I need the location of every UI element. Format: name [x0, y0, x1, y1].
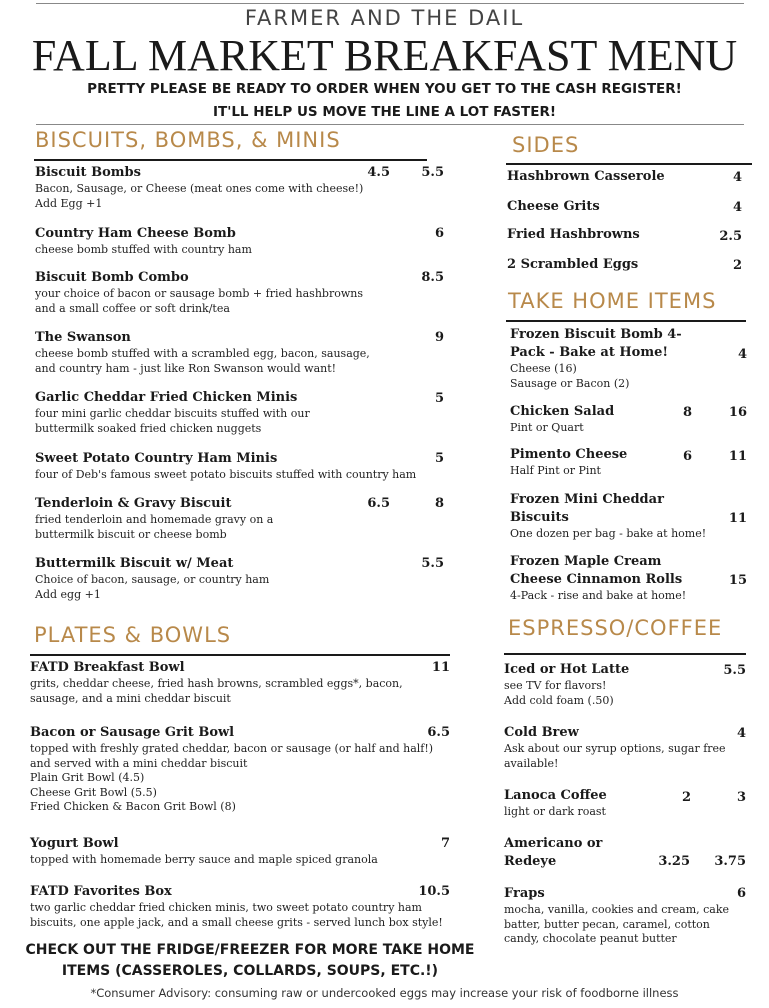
- sides-rule: [506, 163, 752, 165]
- price: 5.5: [421, 165, 444, 180]
- menu-item: The Swanson cheese bomb stuffed with a scrambled egg, bacon, sausage, and country ham - just like Ron Swanson would want!: [35, 330, 370, 375]
- price: 10.5: [418, 884, 450, 899]
- biscuits-rule: [34, 159, 427, 161]
- price: 11: [728, 449, 747, 464]
- order-note-1: PRETTY PLEASE BE READY TO ORDER WHEN YOU GET TO THE CASH REGISTER!: [87, 81, 682, 97]
- price: 4: [736, 726, 746, 741]
- brand-name: FARMER AND THE DAIL: [244, 6, 525, 30]
- section-title-plates: PLATES & BOWLS: [34, 623, 232, 647]
- section-title-biscuits: BISCUITS, BOMBS, & MINIS: [35, 128, 341, 152]
- menu-item: Country Ham Cheese Bomb cheese bomb stuffed with country ham: [35, 226, 252, 256]
- price: 3.25: [658, 854, 690, 869]
- menu-item: Fraps mocha, vanilla, cookies and cream, cake batter, butter pecan, caramel, cotton candy, chocolate peanut butter: [504, 886, 730, 945]
- menu-item: Buttermilk Biscuit w/ Meat Choice of bacon, sausage, or country ham Add egg +1: [35, 556, 270, 601]
- price: 5: [434, 391, 444, 406]
- take-home-rule: [506, 320, 746, 322]
- price: 2: [681, 790, 691, 805]
- menu-item: Lanoca Coffee light or dark roast: [504, 788, 607, 818]
- price: 8: [434, 496, 444, 511]
- section-title-take-home: TAKE HOME ITEMS: [508, 289, 717, 313]
- price: 11: [728, 511, 747, 526]
- menu-item: Cheese Grits: [507, 199, 600, 214]
- price: 16: [728, 405, 747, 420]
- price: 8.5: [421, 270, 444, 285]
- menu-item: Fried Hashbrowns: [507, 227, 640, 242]
- menu-item: Iced or Hot Latte see TV for flavors! Add cold foam (.50): [504, 662, 630, 707]
- menu-title: FALL MARKET BREAKFAST MENU: [31, 31, 738, 80]
- price: 6.5: [367, 496, 390, 511]
- price: 6: [736, 886, 746, 901]
- menu-item: Garlic Cheddar Fried Chicken Minis four mini garlic cheddar biscuits stuffed with our buttermilk soaked fried chicken nuggets: [35, 390, 310, 435]
- price: 2.5: [719, 229, 742, 244]
- price: 4: [732, 200, 742, 215]
- price: 11: [431, 660, 450, 675]
- fridge-note-2: ITEMS (CASSEROLES, COLLARDS, SOUPS, ETC.!): [61, 963, 439, 979]
- menu-item: Pimento Cheese Half Pint or Pint: [510, 447, 628, 477]
- price: 9: [434, 330, 444, 345]
- menu-item: Frozen Biscuit Bomb 4- Pack - Bake at Home! Cheese (16) Sausage or Bacon (2): [510, 327, 682, 390]
- menu-item: Hashbrown Casserole: [507, 169, 665, 184]
- price: 3.75: [714, 854, 746, 869]
- price: 6.5: [427, 725, 450, 740]
- header-rule: [36, 124, 744, 125]
- menu-item: Bacon or Sausage Grit Bowl topped with freshly grated cheddar, bacon or sausage (or half and half!) and served with a mini cheddar biscuit Plain Grit Bowl (4.5) Cheese Grit Bowl (5.5) Fried Chicken & Bacon Grit Bowl (8): [30, 725, 434, 813]
- price: 15: [728, 573, 747, 588]
- price: 2: [732, 258, 742, 273]
- price: 5.5: [723, 663, 746, 678]
- menu-item: FATD Breakfast Bowl grits, cheddar cheese, fried hash browns, scrambled eggs*, bacon, sausage, and a mini cheddar biscuit: [30, 660, 403, 705]
- section-title-espresso: ESPRESSO/COFFEE: [508, 616, 723, 640]
- price: 4.5: [367, 165, 390, 180]
- menu-item: Frozen Mini Cheddar Biscuits One dozen per bag - bake at home!: [510, 492, 707, 540]
- menu-item: Frozen Maple Cream Cheese Cinnamon Rolls 4-Pack - rise and bake at home!: [510, 554, 687, 602]
- menu-item: Tenderloin & Gravy Biscuit fried tenderloin and homemade gravy on a buttermilk biscuit or cheese bomb: [35, 496, 274, 541]
- price: 3: [736, 790, 746, 805]
- menu-item: Biscuit Bombs Bacon, Sausage, or Cheese (meat ones come with cheese!) Add Egg +1: [35, 165, 364, 210]
- menu-item: FATD Favorites Box two garlic cheddar fried chicken minis, two sweet potato country ham biscuits, one apple jack, and a small cheese grits - served lunch box style!: [30, 884, 443, 929]
- top-rule: [36, 3, 744, 4]
- price: 6: [434, 226, 444, 241]
- price: 8: [682, 405, 692, 420]
- menu-item: 2 Scrambled Eggs: [507, 257, 639, 272]
- espresso-rule: [504, 653, 746, 655]
- section-title-sides: SIDES: [512, 133, 580, 157]
- menu-item: Biscuit Bomb Combo your choice of bacon or sausage bomb + fried hashbrowns and a small coffee or soft drink/tea: [35, 270, 363, 315]
- menu-item: Sweet Potato Country Ham Minis four of Deb's famous sweet potato biscuits stuffed with country ham: [35, 451, 417, 481]
- menu-item: Chicken Salad Pint or Quart: [510, 404, 615, 434]
- consumer-advisory: *Consumer Advisory: consuming raw or undercooked eggs may increase your risk of foodborne illness: [90, 986, 679, 1000]
- price: 6: [682, 449, 692, 464]
- price: 5: [434, 451, 444, 466]
- menu-item: Yogurt Bowl topped with homemade berry sauce and maple spiced granola: [30, 836, 378, 866]
- menu-item: Americano or Redeye: [504, 836, 603, 869]
- plates-rule: [30, 654, 450, 656]
- fridge-note-1: CHECK OUT THE FRIDGE/FREEZER FOR MORE TAKE HOME: [25, 942, 475, 958]
- order-note-2: IT'LL HELP US MOVE THE LINE A LOT FASTER!: [212, 104, 557, 120]
- menu-item: Cold Brew Ask about our syrup options, sugar free available!: [504, 725, 726, 770]
- price: 7: [440, 836, 450, 851]
- price: 5.5: [421, 556, 444, 571]
- price: 4: [732, 170, 742, 185]
- price: 4: [737, 347, 747, 362]
